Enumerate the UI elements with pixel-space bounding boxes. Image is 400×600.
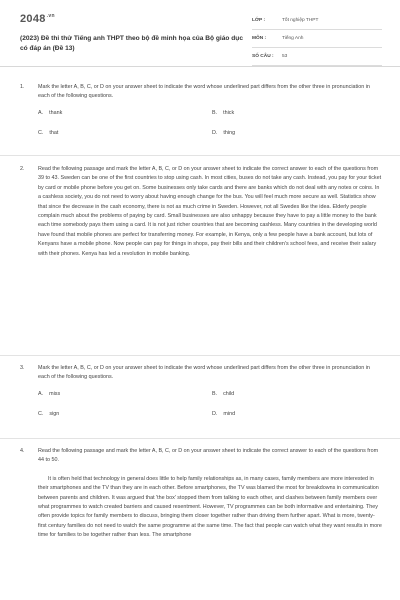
- option-a[interactable]: [38, 109, 62, 118]
- option-letter: D.: [212, 410, 218, 417]
- site-logo[interactable]: [20, 13, 55, 25]
- answer-options: [38, 390, 382, 424]
- answer-options: [38, 109, 382, 143]
- question-prompt: Mark the letter A, B, C, or D on your answer sheet to indicate the word whose underlined part differs from the other three in pronunciation in each of the following questions.: [38, 84, 370, 100]
- option-d[interactable]: [212, 410, 235, 419]
- question-number: 4.: [20, 448, 25, 454]
- option-text: child: [223, 390, 235, 397]
- question-prompt: Mark the letter A, B, C, or D on your answer sheet to indicate the word whose underlined part differs from the other three in pronunciation in each of the following questions.: [38, 365, 370, 381]
- passage-text: Sweden can be one of the first countries to stop using cash. In most cities, buses do not take any cash. Instead, you pay for your ticket by card or mobile phone before you get on. Some businesses only take cards and there are banks which do not deal with any notes or coins. In a cashless society, you do not need to worry about having enough change for the bus. You will feel much more secure as well. Statistics show that since the decrease in the cash economy, there is not as much crime in Sweden. However, not all Swedes like the idea. Elderly people complain much about the problems of paying by card. Small businesses are also unhappy because they have to pay a little money to the bank each time somebody pays them using a card. It is not just richer countries that are becoming cashless. Many countries in the developing world have found that mobile phones are perfect for transferring money. For example, in Kenya, only a few people have a bank account, but lots of Kenyans have a mobile phone. Now people can pay for things in shops, pay their bills and their children's school fees, and receive their salary with their phones. Kenya has led a revolution in mobile banking.: [38, 175, 382, 257]
- meta-label: SỐ CÂU :: [252, 54, 274, 59]
- question-divider: [0, 355, 400, 356]
- question-number: 3.: [20, 365, 25, 371]
- header-divider: [0, 66, 400, 67]
- question-2: [20, 165, 382, 259]
- option-letter: C.: [38, 129, 44, 136]
- logo-suffix: .vn: [46, 13, 55, 20]
- meta-row-subject: [252, 33, 382, 48]
- option-letter: C.: [38, 410, 44, 417]
- question-prompt: Read the following passage and mark the letter A, B, C, or D on your answer sheet to indicate the correct answer to each of the questions from 44 to 50.: [38, 448, 379, 464]
- meta-row-class: [252, 15, 382, 30]
- option-text: miss: [49, 390, 61, 397]
- question-number: 1.: [20, 84, 25, 90]
- option-b[interactable]: [212, 109, 234, 118]
- question-divider: [0, 438, 400, 439]
- option-text: thing: [223, 129, 236, 136]
- question-1: [20, 83, 382, 143]
- option-text: sign: [49, 410, 60, 417]
- option-d[interactable]: [212, 129, 235, 138]
- option-letter: B.: [212, 390, 218, 397]
- option-c[interactable]: [38, 410, 59, 419]
- passage-text-tail: The smartphone: [150, 532, 192, 539]
- meta-label: LỚP :: [252, 18, 266, 23]
- option-letter: B.: [212, 109, 218, 116]
- meta-value: Tiếng Anh: [282, 36, 304, 41]
- meta-value: Tốt nghiệp THPT: [282, 18, 319, 23]
- passage-text-cont: However, TV programmes can be both informative and entertaining. They often provide topics for family members to discuss, bringing them closer together rather than driving them further apart. What is more, twenty-first century families do not need to watch the same programme at the same time. The fact that people can watch what they want results in more time for families to be together rather than less.: [38, 504, 382, 539]
- option-text: thank: [49, 109, 63, 116]
- meta-label: MÔN :: [252, 36, 267, 41]
- option-b[interactable]: [212, 390, 234, 399]
- question-passage: [38, 475, 382, 541]
- meta-row-count: [252, 51, 382, 66]
- question-number: 2.: [20, 166, 25, 172]
- question-divider: [0, 155, 400, 156]
- option-c[interactable]: [38, 129, 58, 138]
- option-text: mind: [223, 410, 236, 417]
- question-prompt: Read the following passage and mark the letter A, B, C, or D on your answer sheet to indicate the correct answer to each of the questions from 39 to 43.: [38, 166, 379, 182]
- passage-text: It is often held that technology in general does little to help family relationships as, in many cases, family members are more interested in their smartphones and the TV than they are in each other. Before smartphones, the TV was blamed the most for breakdowns in communication between parents and children. It was argued that 'the box' stopped them from talking to each other, and clashes between family members over what programmes to watch created barriers and caused resentment.: [38, 475, 379, 511]
- option-letter: A.: [38, 390, 44, 397]
- exam-meta: [252, 15, 382, 69]
- question-3: [20, 364, 382, 424]
- option-letter: A.: [38, 109, 44, 116]
- option-a[interactable]: [38, 390, 60, 399]
- option-text: thick: [223, 109, 235, 116]
- option-text: that: [49, 129, 59, 136]
- option-letter: D.: [212, 129, 218, 136]
- exam-title: (2023) Đề thi thử Tiếng anh THPT theo bộ đề minh họa của Bộ giáo dục có đáp án (Đề 13): [20, 35, 243, 52]
- question-4: [20, 447, 382, 541]
- meta-value: 53: [282, 54, 288, 59]
- logo-text: 2048: [20, 13, 46, 25]
- question-passage: [38, 165, 382, 259]
- page-header: [0, 0, 400, 66]
